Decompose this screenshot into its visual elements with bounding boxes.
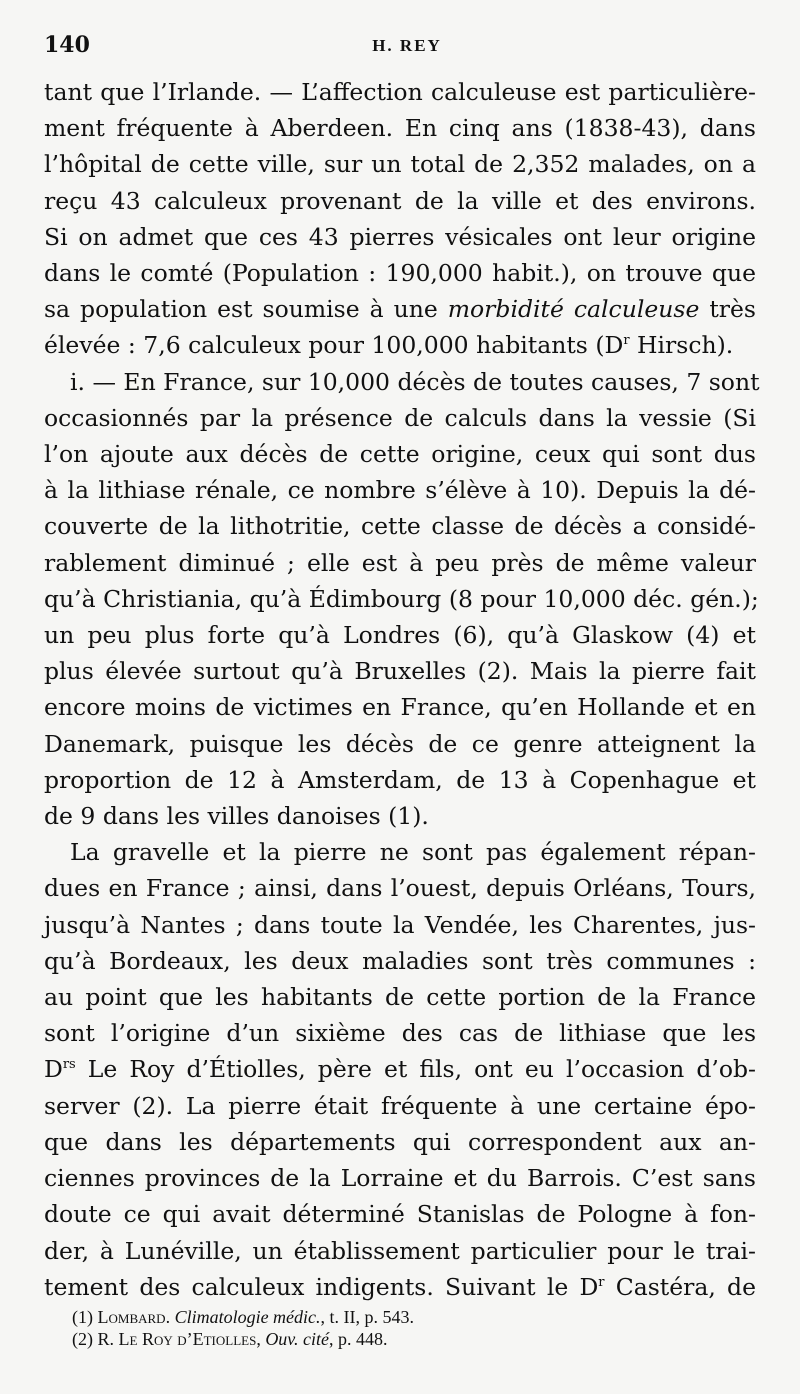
text-line: un peu plus forte qu’à Londres (6), qu’à Glaskow (4) et (44, 621, 756, 650)
text-line: reçu 43 calculeux provenant de la ville et des environs. (44, 186, 756, 215)
footnotes (72, 1306, 752, 1350)
text-segment: Hirsch). (629, 331, 734, 360)
text-line: occasionnés par la présence de calculs dans la vessie (Si (44, 403, 756, 432)
footnote-author: Lombard (97, 1307, 166, 1327)
text-line (44, 327, 756, 363)
footnote-mark: (2) (72, 1329, 93, 1349)
italic-term: morbidité calculeuse (447, 295, 700, 324)
text-line: de 9 dans les villes danoises (1). (44, 802, 429, 831)
text-line: l’hôpital de cette ville, sur un total de 2,352 malades, on a (44, 150, 756, 179)
text-line (44, 1269, 756, 1305)
text-line: au point que les habitants de cette portion de la France (44, 983, 756, 1012)
footnote-ref: , p. 448. (328, 1329, 388, 1349)
text-segment: Castéra, de (604, 1272, 756, 1301)
superscript: rs (62, 1057, 76, 1073)
text-line: à la lithiase rénale, ce nombre s’élève à 10). Depuis la dé- (44, 476, 756, 505)
text-line: ciennes provinces de la Lorraine et du Barrois. C’est sans (44, 1164, 756, 1193)
superscript: r (598, 1274, 605, 1290)
text-line: ment fréquente à Aberdeen. En cinq ans (1838-43), dans (44, 114, 756, 143)
text-segment: tement des calculeux indigents. Suivant le D (44, 1272, 599, 1301)
text-line: server (2). La pierre était fréquente à une certaine épo- (44, 1091, 756, 1120)
footnote-mark: (1) (72, 1307, 93, 1327)
text-line: Si on admet que ces 43 pierres vésicales ont leur origine (44, 222, 756, 251)
text-segment: D (44, 1055, 63, 1084)
text-line: dues en France ; ainsi, dans l’ouest, depuis Orléans, Tours, (44, 874, 756, 903)
text-line: der, à Lunéville, un établissement particulier pour le trai- (44, 1236, 756, 1265)
superscript: r (623, 333, 630, 349)
page-header (44, 30, 770, 70)
footnote-title: Ouv. cité (265, 1329, 329, 1349)
text-line: La gravelle et la pierre ne sont pas également répan- (70, 838, 756, 867)
footnote-ref: , t. II, p. 543. (320, 1307, 415, 1327)
footnote-title: Climatologie médic. (174, 1307, 321, 1327)
text-line: plus élevée surtout qu’à Bruxelles (2). Mais la pierre fait (44, 657, 756, 686)
running-head: H. REY (372, 36, 442, 55)
text-segment: élevée : 7,6 calculeux pour 100,000 habitants (D (44, 331, 624, 360)
text-line: jusqu’à Nantes ; dans toute la Vendée, les Charentes, jus- (44, 910, 756, 939)
text-line: doute ce qui avait déterminé Stanislas de Pologne à fon- (44, 1200, 756, 1229)
footnote-author: R. Le Roy d’Etiolles (97, 1329, 257, 1349)
text-line: sont l’origine d’un sixième des cas de lithiase que les (44, 1019, 756, 1048)
text-segment: très (699, 295, 756, 324)
text-line (44, 291, 756, 327)
text-line: que dans les départements qui correspondent aux an- (44, 1127, 756, 1156)
text-line: i. — En France, sur 10,000 décès de toutes causes, 7 sont (70, 367, 760, 396)
text-line: couverte de la lithotritie, cette classe de décès a considé- (44, 512, 756, 541)
text-line: l’on ajoute aux décès de cette origine, ceux qui sont dus (44, 440, 756, 469)
text-segment: sa population est soumise à une (44, 295, 448, 324)
text-line: tant que l’Irlande. — L’affection calculeuse est particulière- (44, 78, 756, 106)
footnote: (1) Lombard. Climatologie médic., t. II, p. 543. (72, 1307, 415, 1327)
body-text (44, 74, 760, 1305)
text-line: Danemark, puisque les décès de ce genre atteignent la (44, 729, 756, 758)
text-line (44, 1051, 756, 1087)
footnote: (2) R. Le Roy d’Etiolles, Ouv. cité, p. 448. (72, 1329, 388, 1349)
text-segment: Le Roy d’Étiolles, père et fils, ont eu l’occasion d’ob- (75, 1055, 756, 1084)
text-line: rablement diminué ; elle est à peu près de même valeur (44, 548, 756, 577)
text-line: encore moins de victimes en France, qu’en Hollande et en (44, 693, 756, 722)
text-line: qu’à Christiania, qu’à Édimbourg (8 pour 10,000 déc. gén.); (44, 584, 759, 613)
text-line: qu’à Bordeaux, les deux maladies sont très communes : (44, 946, 756, 975)
text-line: proportion de 12 à Amsterdam, de 13 à Copenhague et (44, 765, 756, 794)
page-number: 140 (44, 32, 90, 58)
text-line: dans le comté (Population : 190,000 habit.), on trouve que (44, 259, 756, 288)
